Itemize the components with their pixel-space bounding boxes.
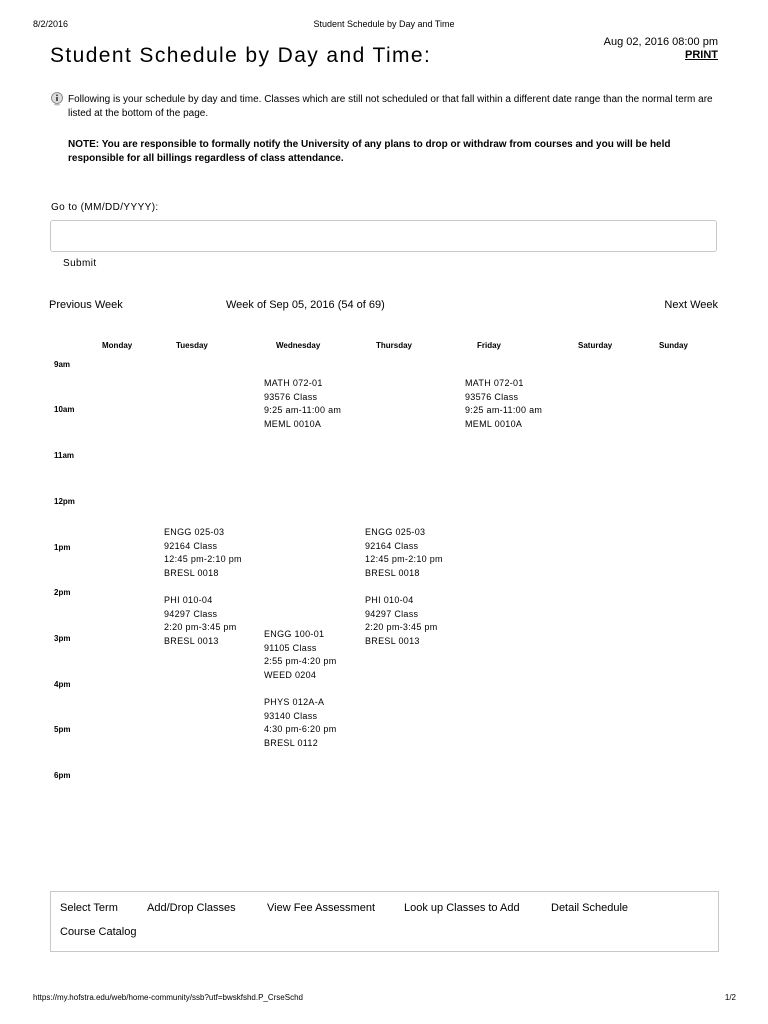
class-block-math-wednesday[interactable] <box>264 377 341 431</box>
class-course: MATH 072-01 <box>465 378 524 388</box>
class-course: PHI 010-04 <box>164 595 213 605</box>
class-time: 9:25 am-11:00 am <box>264 405 342 415</box>
hour-label: 9am <box>54 360 71 369</box>
class-room: MEML 0010A <box>465 418 523 429</box>
class-course: ENGG 025-03 <box>365 527 426 537</box>
class-time: 2:20 pm-3:45 pm <box>164 622 237 632</box>
hour-label: 2pm <box>54 588 71 597</box>
hour-label: 10am <box>54 405 75 414</box>
nav-select-term[interactable]: Select Term <box>60 902 118 914</box>
class-course: ENGG 100-01 <box>264 629 325 639</box>
timestamp: Aug 02, 2016 08:00 pm <box>603 36 718 48</box>
note-text: NOTE: You are responsible to formally notify the University of any plans to drop or withdraw from courses and you will be held responsible for all billings regardless of class attendance. <box>68 139 671 164</box>
class-course: PHI 010-04 <box>365 595 414 605</box>
class-crn: 92164 Class <box>164 540 218 551</box>
day-header-sunday: Sunday <box>659 341 688 350</box>
class-crn: 91105 Class <box>264 642 317 653</box>
class-time: 4:30 pm-6:20 pm <box>264 724 337 734</box>
class-time: 9:25 am-11:00 am <box>465 405 543 415</box>
day-header-monday: Monday <box>102 341 133 350</box>
class-crn: 92164 Class <box>365 540 419 551</box>
nav-add-drop-classes[interactable]: Add/Drop Classes <box>147 902 236 914</box>
class-room: BRESL 0018 <box>164 567 219 578</box>
goto-label: Go to (MM/DD/YYYY): <box>51 202 159 213</box>
hour-label: 5pm <box>54 725 71 734</box>
print-footer-url: https://my.hofstra.edu/web/home-community/ssb?utf=bwskfshd.P_CrseSchd <box>33 993 303 1002</box>
submit-button[interactable]: Submit <box>63 258 97 269</box>
goto-date-input[interactable] <box>50 220 717 252</box>
class-block-phys-wednesday[interactable] <box>264 696 337 750</box>
class-course: PHYS 012A-A <box>264 697 325 707</box>
class-time: 12:45 pm-2:10 pm <box>365 554 443 564</box>
class-room: MEML 0010A <box>264 418 322 429</box>
nav-course-catalog[interactable]: Course Catalog <box>60 926 137 938</box>
class-room: BRESL 0013 <box>365 635 420 646</box>
day-header-thursday: Thursday <box>376 341 413 350</box>
info-text: Following is your schedule by day and time. Classes which are still not scheduled or that fall within a different date range than the normal term are listed at the bottom of the page. <box>68 94 713 119</box>
class-course: ENGG 025-03 <box>164 527 225 537</box>
class-room: WEED 0204 <box>264 669 317 680</box>
next-week-link[interactable]: Next Week <box>664 299 718 311</box>
class-crn: 93576 Class <box>264 391 318 402</box>
print-footer-page: 1/2 <box>724 993 736 1002</box>
class-room: BRESL 0112 <box>264 737 319 748</box>
hour-label: 12pm <box>54 497 75 506</box>
class-block-engg100-wednesday[interactable] <box>264 628 337 682</box>
print-header-title: Student Schedule by Day and Time <box>313 19 455 29</box>
class-time: 12:45 pm-2:10 pm <box>164 554 242 564</box>
class-crn: 94297 Class <box>164 608 218 619</box>
footer-nav <box>50 891 719 952</box>
page-title: Student Schedule by Day and Time: <box>50 44 432 67</box>
class-block-engg025-thursday[interactable] <box>365 526 443 580</box>
info-icon <box>50 92 64 106</box>
class-time: 2:20 pm-3:45 pm <box>365 622 438 632</box>
week-label: Week of Sep 05, 2016 (54 of 69) <box>226 299 385 311</box>
nav-look-up-classes[interactable]: Look up Classes to Add <box>404 902 520 914</box>
hour-label: 6pm <box>54 771 71 780</box>
hour-label: 1pm <box>54 543 71 552</box>
class-block-phi-thursday[interactable] <box>365 594 438 648</box>
hour-label: 4pm <box>54 680 71 689</box>
class-course: MATH 072-01 <box>264 378 323 388</box>
nav-view-fee-assessment[interactable]: View Fee Assessment <box>267 902 376 914</box>
class-room: BRESL 0013 <box>164 635 219 646</box>
nav-detail-schedule[interactable]: Detail Schedule <box>551 902 629 914</box>
print-date: 8/2/2016 <box>33 19 69 29</box>
class-crn: 94297 Class <box>365 608 419 619</box>
print-link[interactable]: PRINT <box>685 49 718 61</box>
class-crn: 93576 Class <box>465 391 519 402</box>
hour-label: 3pm <box>54 634 71 643</box>
class-block-math-friday[interactable] <box>465 377 542 431</box>
class-block-phi-tuesday[interactable] <box>164 594 237 648</box>
day-header-tuesday: Tuesday <box>176 341 208 350</box>
class-block-engg025-tuesday[interactable] <box>164 526 242 580</box>
class-room: BRESL 0018 <box>365 567 420 578</box>
class-crn: 93140 Class <box>264 710 318 721</box>
hour-label: 11am <box>54 451 75 460</box>
class-time: 2:55 pm-4:20 pm <box>264 656 337 666</box>
day-header-friday: Friday <box>477 341 502 350</box>
day-header-saturday: Saturday <box>578 341 613 350</box>
day-header-wednesday: Wednesday <box>276 341 321 350</box>
previous-week-link[interactable]: Previous Week <box>49 299 123 311</box>
